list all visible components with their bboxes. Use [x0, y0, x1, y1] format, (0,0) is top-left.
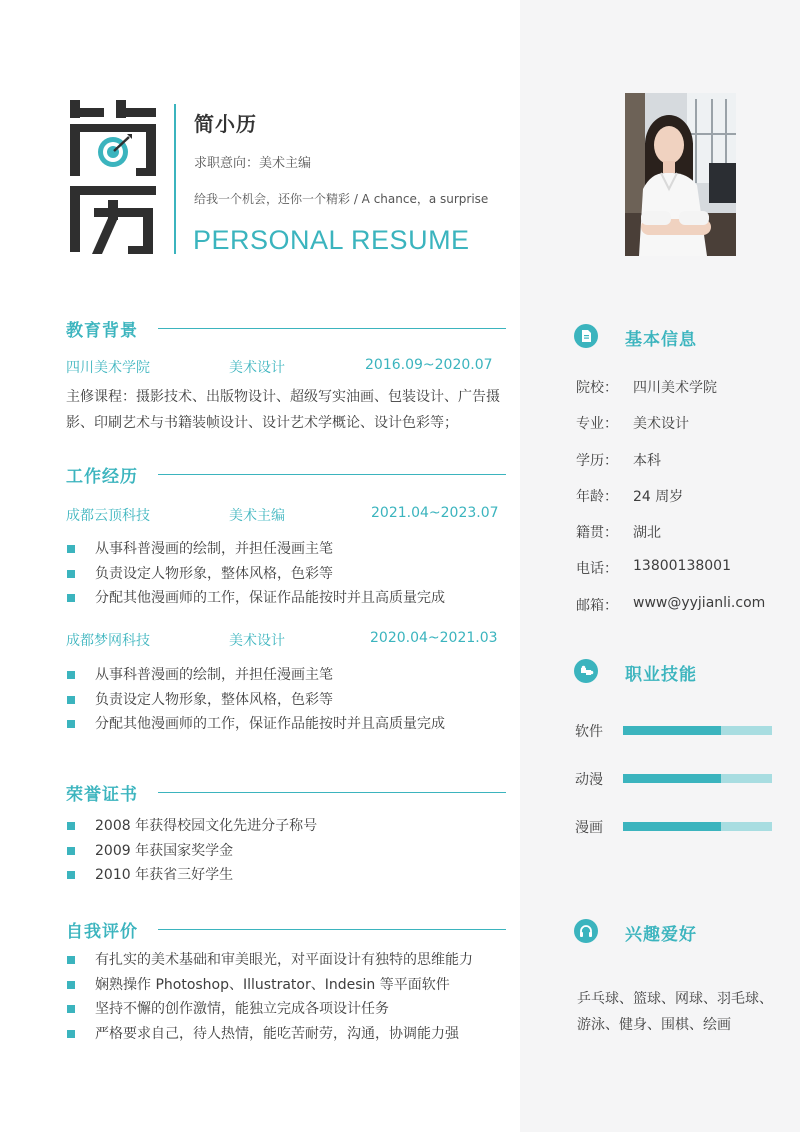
honors-divider [158, 792, 506, 793]
puzzle-icon [574, 659, 598, 683]
bullet-square-icon [67, 570, 75, 578]
job-intent [194, 152, 311, 171]
work-company: 成都梦网科技 [66, 633, 150, 649]
skill-row-animation [575, 769, 775, 789]
work-company: 成都云顶科技 [66, 508, 150, 524]
skill-label: 漫画 [575, 820, 603, 836]
skill-row-comics [575, 817, 775, 837]
candidate-name: 简小历 [194, 112, 257, 136]
bullet-square-icon [67, 594, 75, 602]
self-eval-divider [158, 929, 506, 930]
list-item: 分配其他漫画师的工作，保证作品能按时并且高质量完成 [66, 588, 445, 613]
list-item: 坚持不懈的创作激情，能独立完成各项设计任务 [66, 999, 473, 1024]
skill-bar-fill [623, 822, 721, 831]
work-duties-2 [66, 665, 445, 739]
work-title: 工作经历 [66, 467, 138, 487]
basic-info-header [574, 324, 774, 350]
logo-graphic [70, 100, 158, 254]
work-duties-1 [66, 539, 445, 613]
list-item: 负责设定人物形象，整体风格，色彩等 [66, 690, 445, 715]
work-role: 美术设计 [229, 633, 285, 649]
list-item: 严格要求自己，待人热情，能吃苦耐劳，沟通，协调能力强 [66, 1024, 473, 1049]
education-title: 教育背景 [66, 321, 138, 341]
education-school: 四川美术学院 [66, 360, 150, 376]
bullet-square-icon [67, 981, 75, 989]
honors-section-header [66, 780, 506, 804]
job-intent-label: 求职意向： [194, 156, 260, 171]
basic-info-title: 基本信息 [625, 330, 697, 350]
education-period: 2016.09~2020.07 [365, 357, 493, 373]
education-courses: 主修课程：摄影技术、出版物设计、超级写实油画、包装设计、广告摄影、印刷艺术与书籍装帧设计、设计艺术学概论、设计色彩等； [66, 389, 500, 431]
bullet-square-icon [67, 1030, 75, 1038]
list-item: 负责设定人物形象，整体风格，色彩等 [66, 564, 445, 589]
list-item: 从事科普漫画的绘制，并担任漫画主笔 [66, 539, 445, 564]
list-item: 有扎实的美术基础和审美眼光，对平面设计有独特的思维能力 [66, 950, 473, 975]
skill-label: 动漫 [575, 772, 603, 788]
bullet-square-icon [67, 956, 75, 964]
education-major: 美术设计 [229, 360, 285, 376]
work-period: 2021.04~2023.07 [371, 505, 499, 521]
skill-bar-track [623, 822, 772, 831]
skill-label: 软件 [575, 724, 603, 740]
skill-bar-fill [623, 774, 721, 783]
education-divider [158, 328, 506, 329]
list-item: 2008 年获得校园文化先进分子称号 [66, 816, 317, 841]
target-icon [98, 134, 132, 167]
work-role: 美术主编 [229, 508, 285, 524]
profile-photo [625, 93, 736, 256]
skill-bar-track [623, 726, 772, 735]
skills-header [574, 659, 774, 685]
skills-title: 职业技能 [625, 665, 697, 685]
bullet-square-icon [67, 1005, 75, 1013]
self-eval-list [66, 950, 473, 1048]
list-item: 娴熟操作 Photoshop、Illustrator、Indesin 等平面软件 [66, 975, 473, 1000]
bullet-square-icon [67, 671, 75, 679]
education-section-header [66, 316, 506, 340]
document-icon [574, 324, 598, 348]
honors-title: 荣誉证书 [66, 785, 138, 805]
skill-bar-track [623, 774, 772, 783]
bullet-square-icon [67, 822, 75, 830]
skill-row-software [575, 721, 775, 741]
list-item: 从事科普漫画的绘制，并担任漫画主笔 [66, 665, 445, 690]
bullet-square-icon [67, 871, 75, 879]
skill-bar-fill [623, 726, 721, 735]
list-item: 2010 年获省三好学生 [66, 865, 317, 890]
bullet-square-icon [67, 720, 75, 728]
job-intent-value: 美术主编 [259, 156, 312, 171]
self-eval-section-header [66, 917, 506, 941]
hobbies-text: 乒乓球、篮球、网球、羽毛球、游泳、健身、围棋、绘画 [577, 991, 773, 1033]
work-period: 2020.04~2021.03 [370, 630, 498, 646]
slogan: 给我一个机会，还你一个精彩 / A chance，a surprise [194, 192, 489, 206]
list-item: 分配其他漫画师的工作，保证作品能按时并且高质量完成 [66, 714, 445, 739]
resume-logo [70, 100, 158, 254]
bullet-square-icon [67, 545, 75, 553]
header-divider [174, 104, 176, 254]
work-section-header [66, 462, 506, 486]
bullet-square-icon [67, 696, 75, 704]
self-eval-title: 自我评价 [66, 922, 138, 942]
work-divider [158, 474, 506, 475]
hobbies-title: 兴趣爱好 [625, 925, 697, 945]
hobbies-header [574, 919, 774, 945]
bullet-square-icon [67, 847, 75, 855]
resume-title: PERSONAL RESUME [193, 225, 470, 255]
honors-list [66, 816, 317, 890]
headphones-icon [574, 919, 598, 943]
list-item: 2009 年获国家奖学金 [66, 841, 317, 866]
